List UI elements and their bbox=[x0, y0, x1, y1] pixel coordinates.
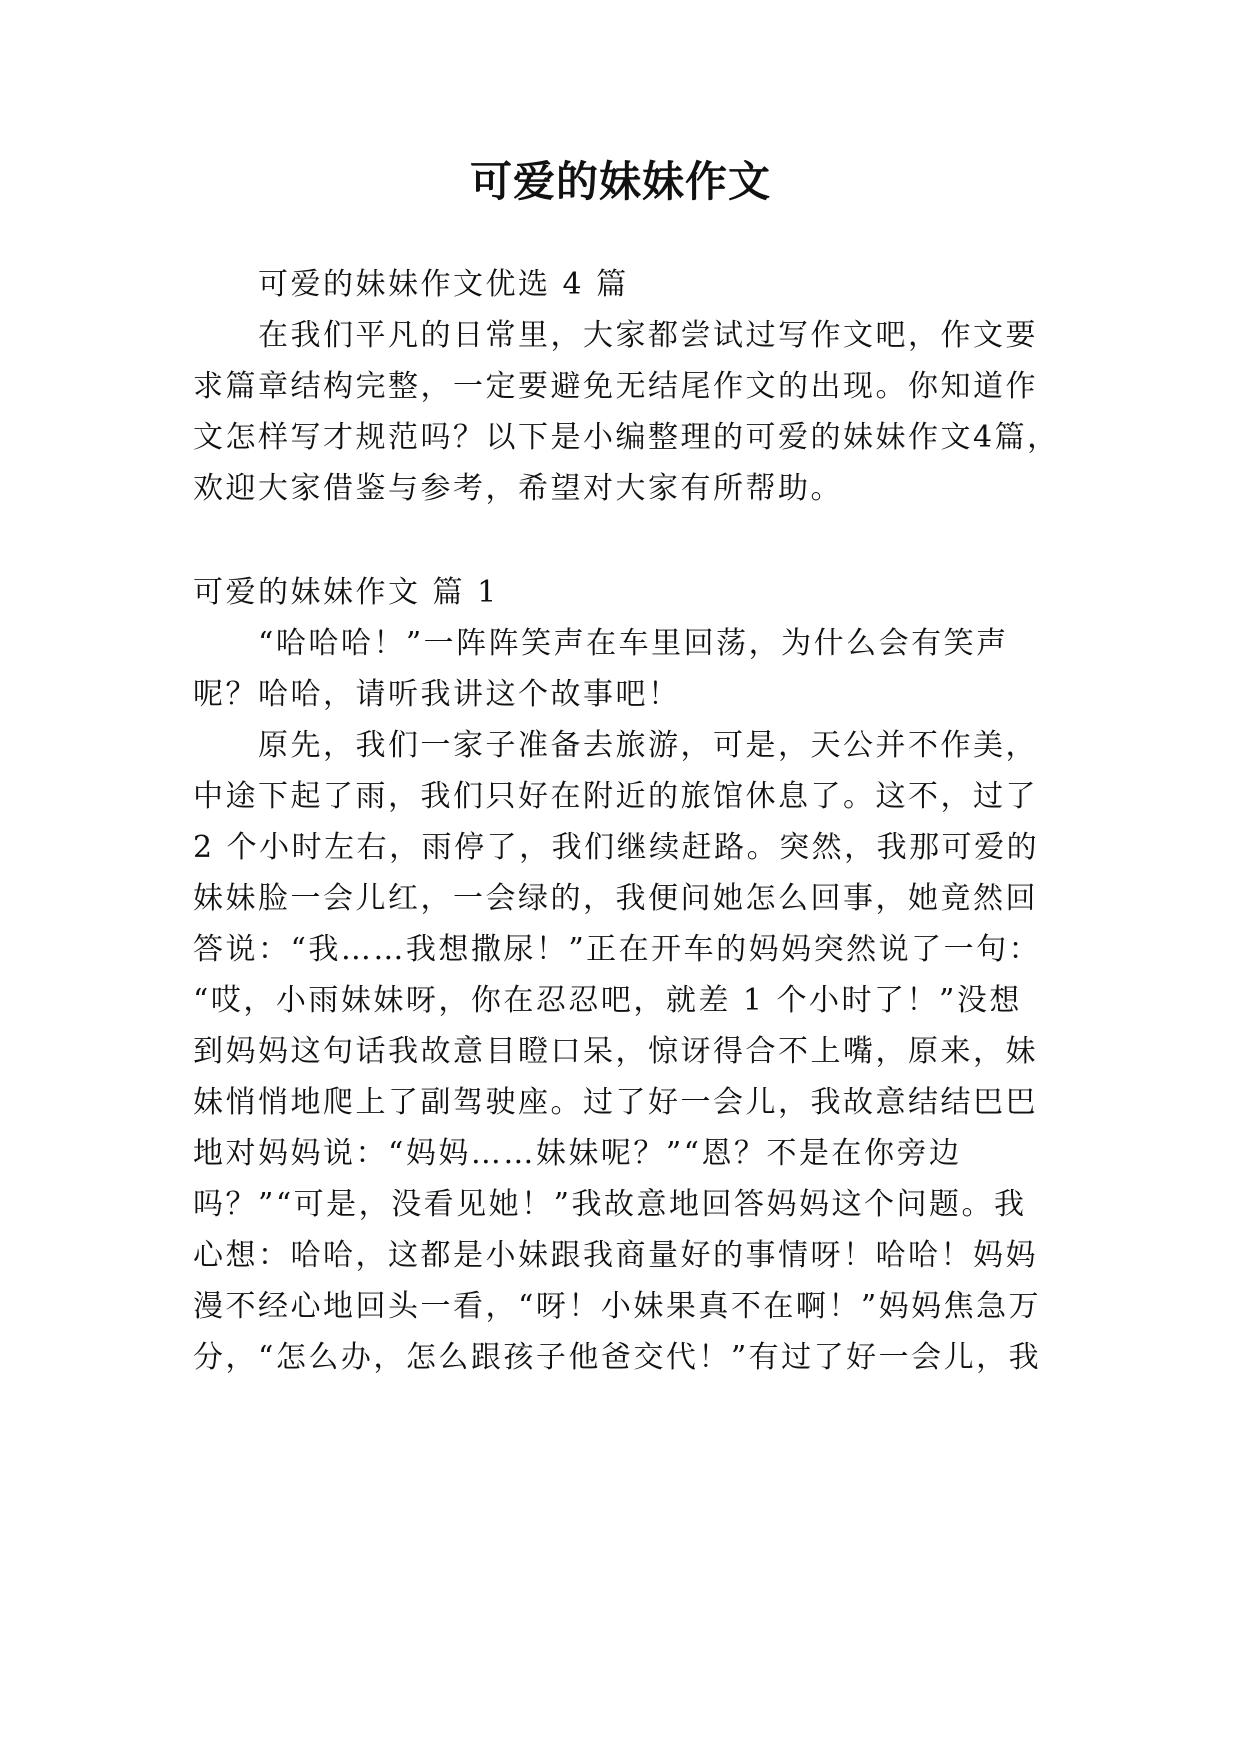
text-line: “哈哈哈！”一阵阵笑声在车里回荡，为什么会有笑声 bbox=[258, 626, 1009, 661]
text-line: 妹妹脸一会儿红，一会绿的，我便问她怎么回事，她竟然回 bbox=[193, 881, 1038, 916]
text-line: “哎，小雨妹妹呀，你在忍忍吧，就差 1 个小时了！”没想 bbox=[193, 983, 1022, 1018]
text-line: 答说：“我……我想撒尿！”正在开车的妈妈突然说了一句： bbox=[193, 932, 1042, 967]
text-line: 求篇章结构完整，一定要避免无结尾作文的出现。你知道作 bbox=[193, 369, 1038, 404]
text-line: 原先，我们一家子准备去旅游，可是，天公并不作美， bbox=[258, 728, 1038, 763]
text-line: 文怎样写才规范吗？以下是小编整理的可爱的妹妹作文4篇， bbox=[193, 420, 1060, 455]
text-line: 在我们平凡的日常里，大家都尝试过写作文吧，作文要 bbox=[258, 318, 1038, 353]
text-line: 吗？”“可是，没看见她！”我故意地回答妈妈这个问题。我 bbox=[193, 1187, 1027, 1222]
text-line: 分，“怎么办，怎么跟孩子他爸交代！”有过了好一会儿，我 bbox=[193, 1340, 1042, 1375]
section-heading: 可爱的妹妹作文 篇 1 bbox=[193, 575, 499, 610]
subtitle-line: 可爱的妹妹作文优选 4 篇 bbox=[258, 267, 629, 302]
document-title: 可爱的妹妹作文 bbox=[469, 157, 771, 206]
text-line: 漫不经心地回头一看，“呀！小妹果真不在啊！”妈妈焦急万 bbox=[193, 1289, 1042, 1324]
text-line: 心想：哈哈，这都是小妹跟我商量好的事情呀！哈哈！妈妈 bbox=[193, 1238, 1038, 1273]
text-line: 到妈妈这句话我故意目瞪口呆，惊讶得合不上嘴，原来，妹 bbox=[193, 1034, 1038, 1069]
text-line: 欢迎大家借鉴与参考，希望对大家有所帮助。 bbox=[193, 471, 843, 506]
text-line: 地对妈妈说：“妈妈……妹妹呢？”“恩？不是在你旁边 bbox=[193, 1136, 962, 1171]
text-line: 2 个小时左右，雨停了，我们继续赶路。突然，我那可爱的 bbox=[193, 830, 1040, 865]
text-line: 呢？哈哈，请听我讲这个故事吧！ bbox=[193, 677, 681, 712]
text-line: 中途下起了雨，我们只好在附近的旅馆休息了。这不，过了 bbox=[193, 779, 1038, 814]
text-line: 妹悄悄地爬上了副驾驶座。过了好一会儿，我故意结结巴巴 bbox=[193, 1085, 1038, 1120]
